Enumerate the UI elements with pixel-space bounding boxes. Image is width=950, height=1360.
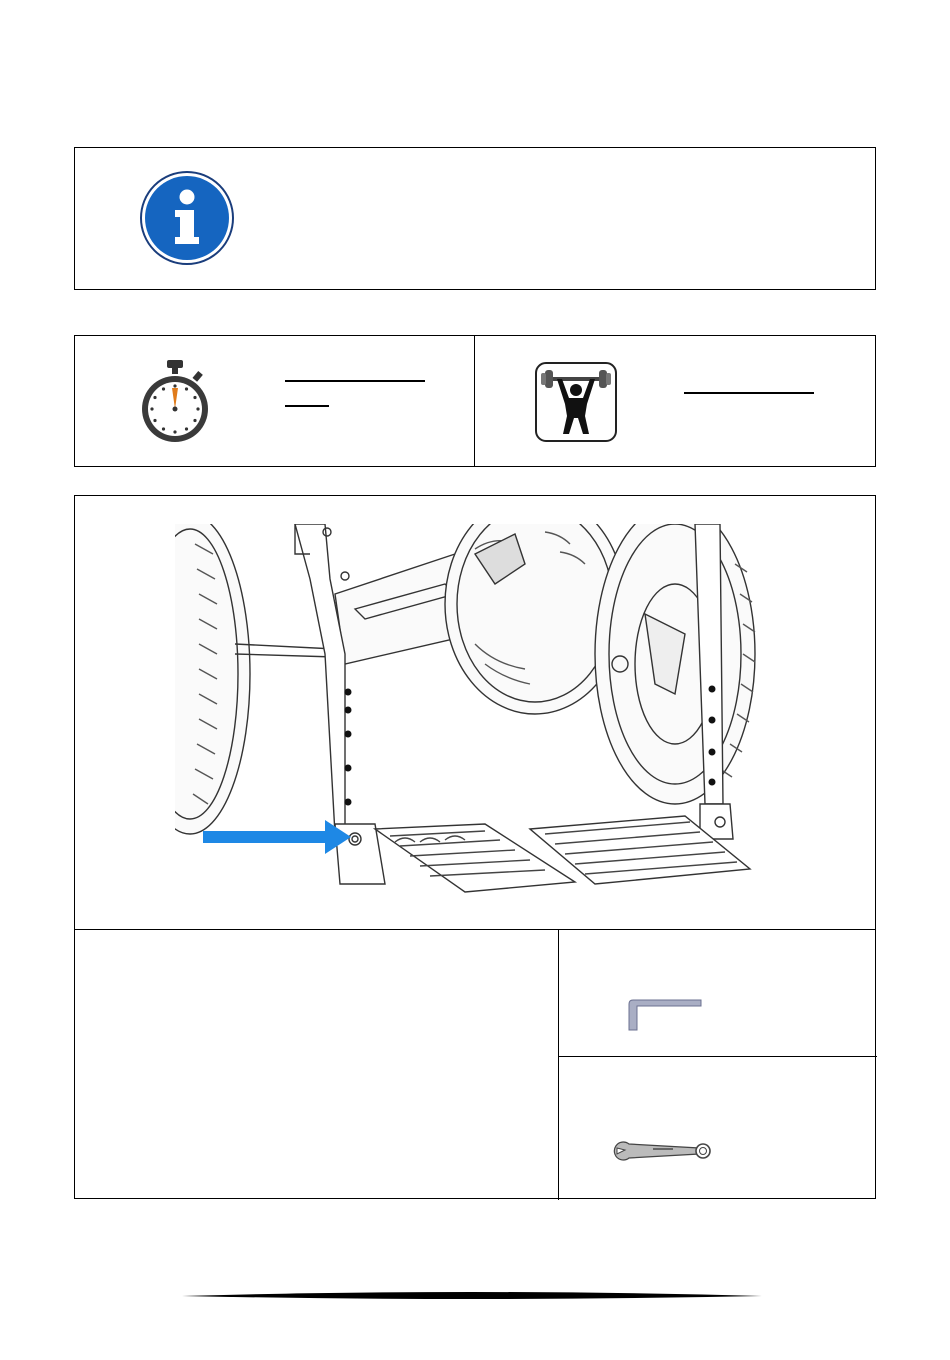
info-icon <box>139 170 235 266</box>
footer-rule <box>182 1290 762 1302</box>
difficulty-underline <box>684 392 814 394</box>
wrench-icon <box>613 1136 713 1166</box>
tools-row-divider <box>558 1056 877 1057</box>
meta-divider <box>474 336 475 466</box>
time-underline-1 <box>285 380 425 382</box>
tools-column-divider <box>558 929 559 1200</box>
time-underline-2 <box>285 405 329 407</box>
illustration-divider <box>75 929 875 930</box>
pointer-arrow-icon <box>203 818 353 858</box>
stopwatch-icon <box>137 358 213 444</box>
task-meta-box <box>74 335 876 467</box>
weightlifter-icon <box>535 362 617 442</box>
illustration-box <box>74 495 876 1199</box>
allen-key-icon <box>625 996 705 1036</box>
info-notice-box <box>74 147 876 290</box>
